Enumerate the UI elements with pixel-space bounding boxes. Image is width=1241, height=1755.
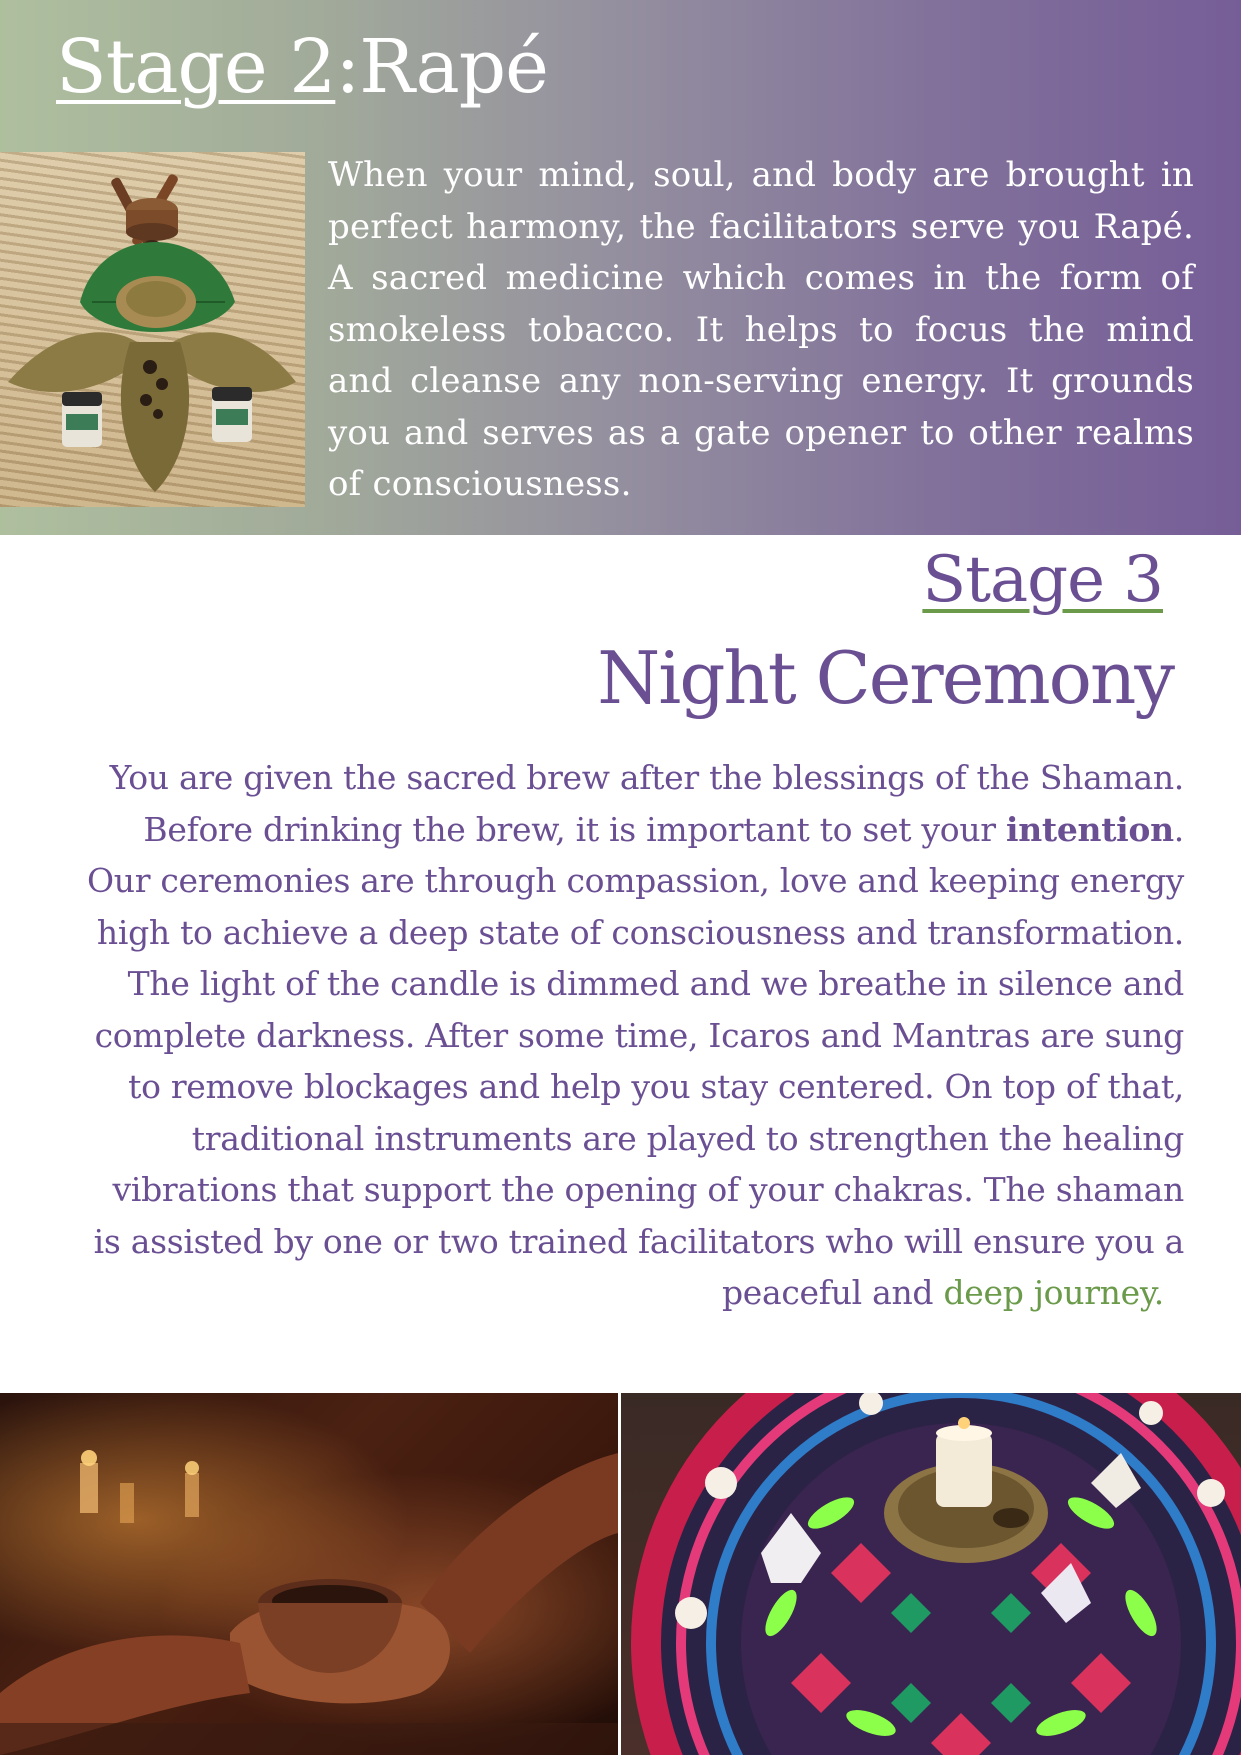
stage3-body xyxy=(80,752,1184,1319)
stage3-body-green: deep journey. xyxy=(943,1273,1164,1312)
stage2-section xyxy=(0,0,1241,535)
stage2-title-underlined: Stage 2 xyxy=(56,24,336,110)
candle-altar-mandala-photo xyxy=(621,1393,1241,1755)
stage3-body-bold: intention xyxy=(1005,809,1174,849)
rape-ritual-photo xyxy=(0,152,305,507)
stage3-body-part1: You are given the sacred brew after the blessings of the Shaman. Before drinking the brew, it is important to set your xyxy=(109,758,1184,849)
stage3-title-underlined: Stage 3 xyxy=(922,543,1163,617)
stage3-body-part2: . Our ceremonies are through compassion, love and keeping energy high to achieve a deep state of consciousness and transformation. The light of the candle is dimmed and we breathe in silence and complete darkness. After some time, Icaros and Mantras are sung to remove blockages and help you stay centered. On top of that, traditional instruments are played to strengthen the healing vibrations that support the opening of your chakras. The shaman is assisted by one or two trained facilitators who will ensure you a peaceful and xyxy=(86,809,1184,1312)
stage3-subtitle: Night Ceremony xyxy=(597,636,1173,720)
stage3-title xyxy=(922,543,1163,617)
cup-of-brew-hands-photo xyxy=(0,1393,618,1755)
stage2-title xyxy=(56,24,548,110)
stage2-body: When your mind, soul, and body are brought in perfect harmony, the facilitators serve you Rapé. A sacred medicine which comes in the form of smokeless tobacco. It helps to focus the mind and cleanse any non-serving energy. It grounds you and serves as a gate opener to other realms of consciousness. xyxy=(328,155,1194,504)
stage2-title-rest: :Rapé xyxy=(335,24,548,110)
